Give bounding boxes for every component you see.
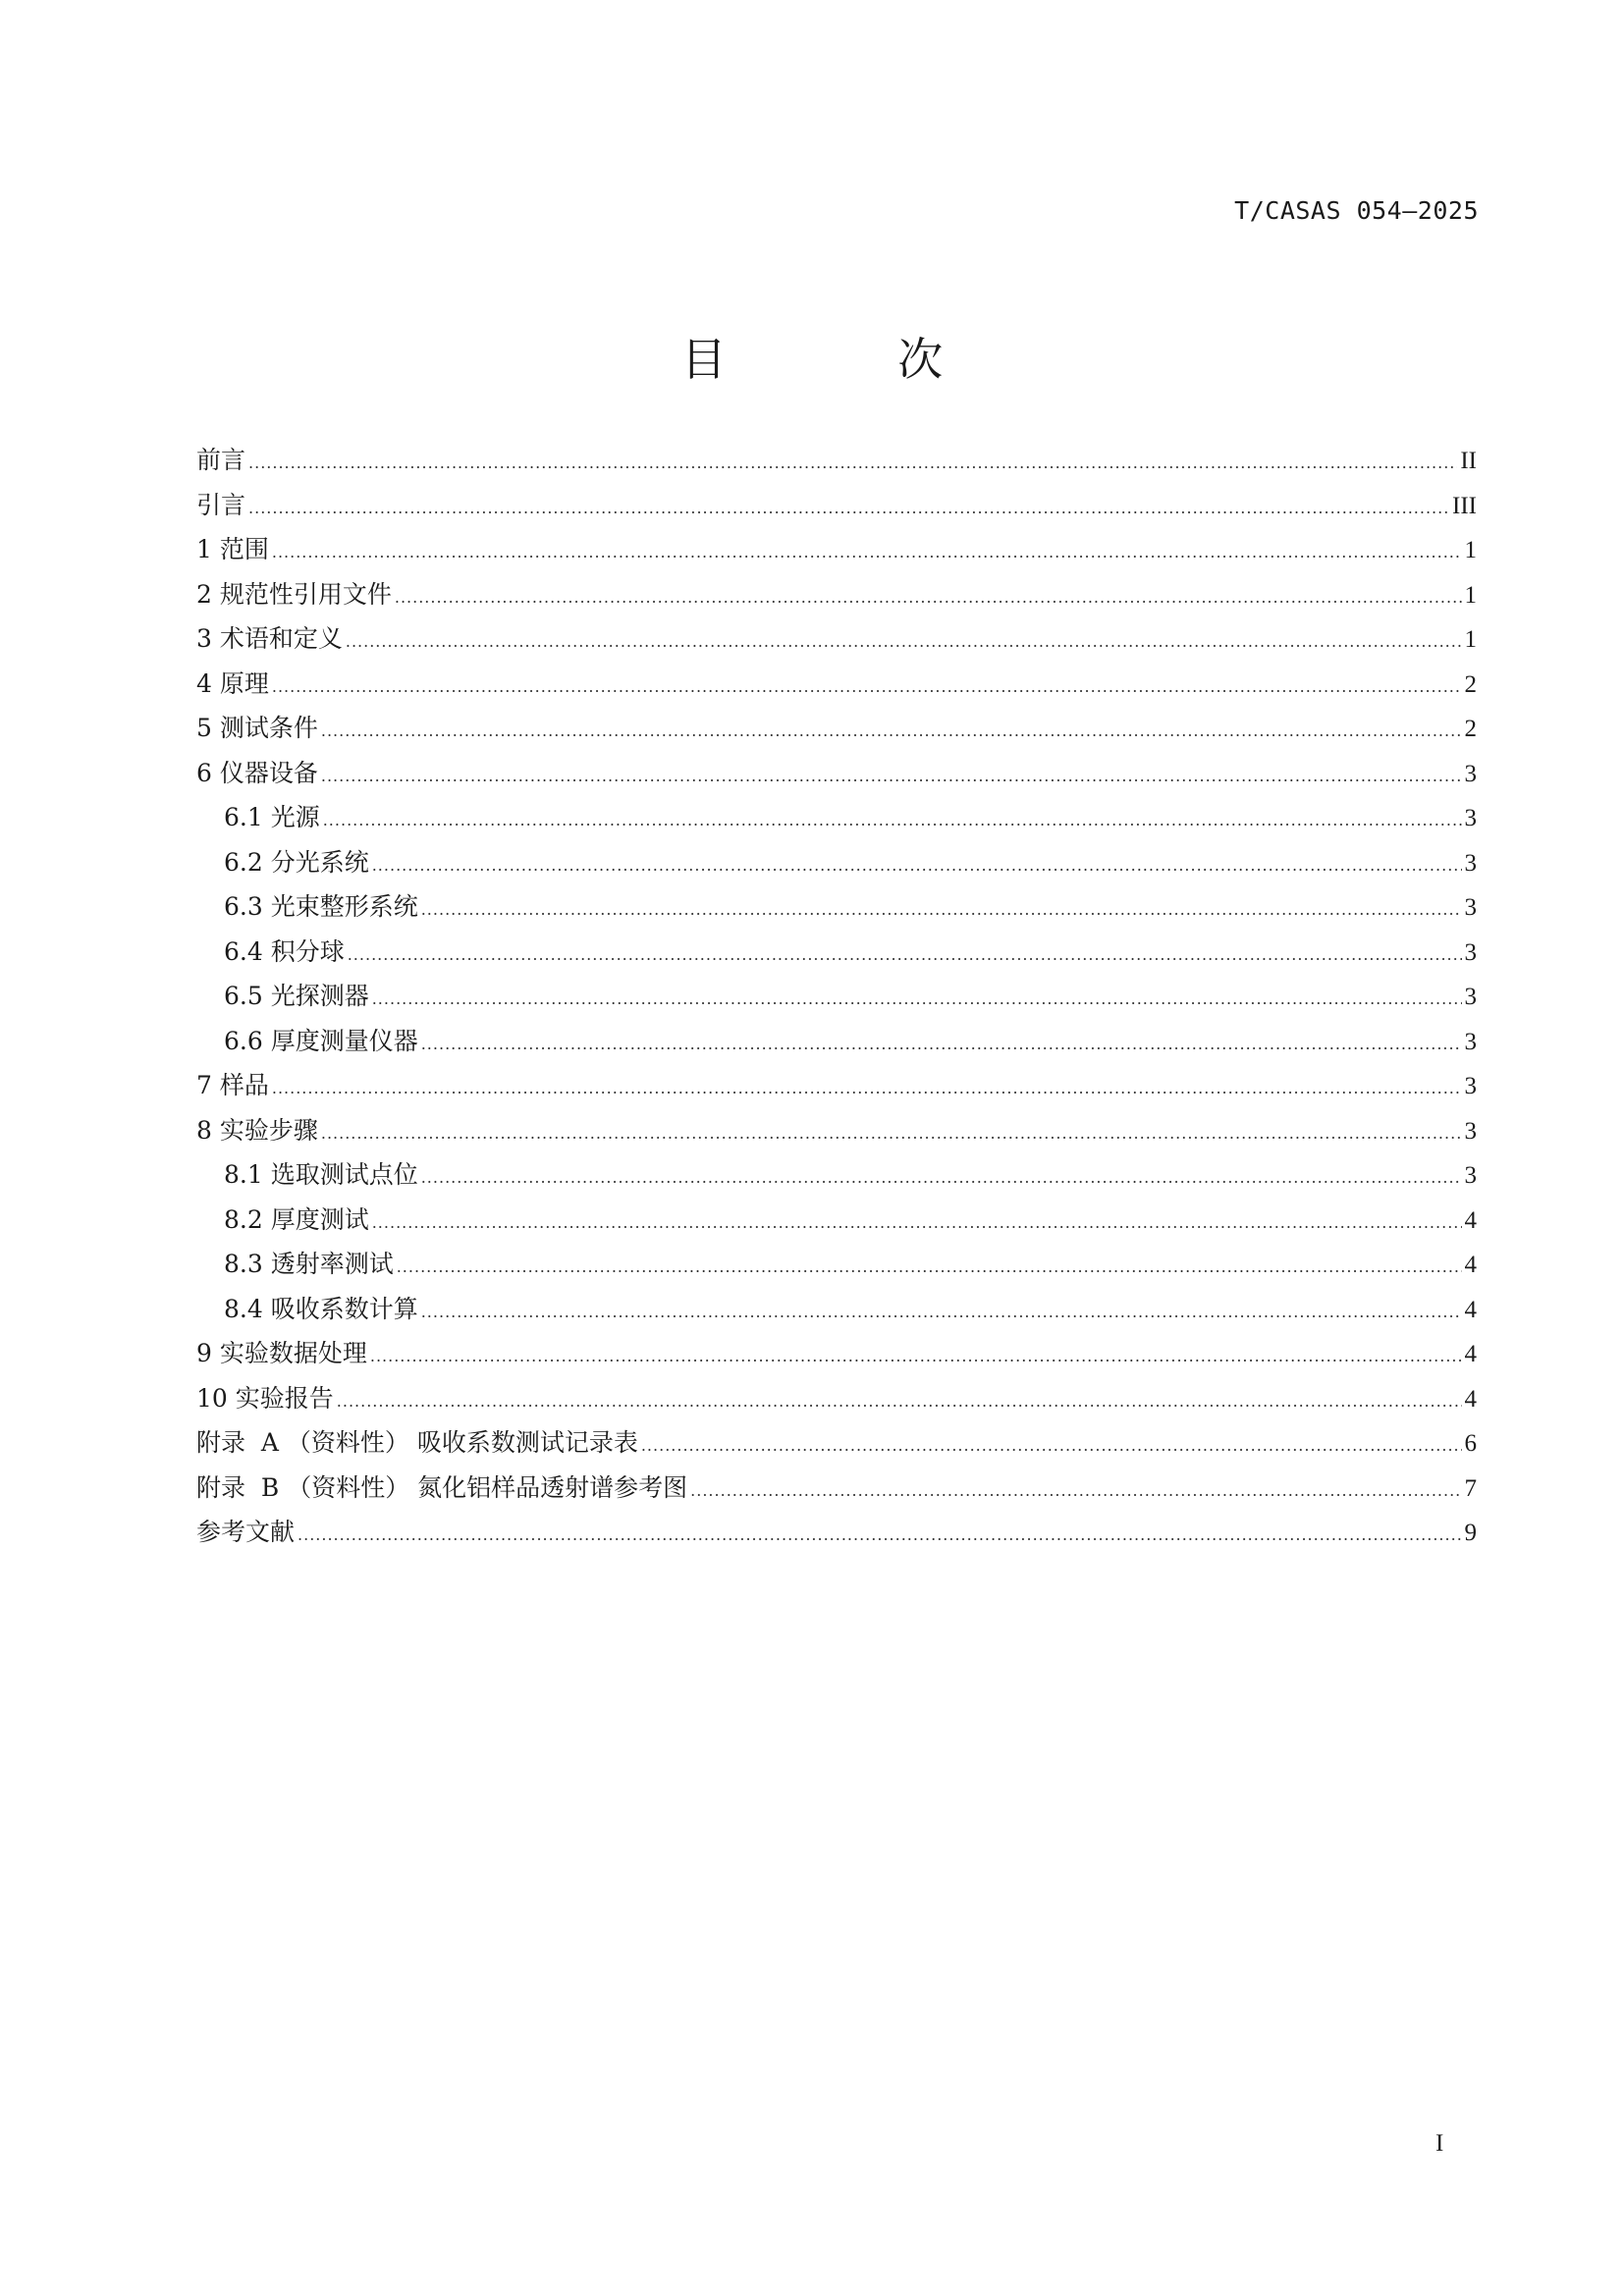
toc-entry-page: II	[1460, 448, 1477, 474]
toc-entry[interactable]	[196, 840, 1477, 885]
toc-entry[interactable]	[196, 527, 1477, 572]
toc-entry-label: 6.5 光探测器	[224, 982, 369, 1010]
toc-entry-page: 3	[1464, 805, 1477, 831]
toc-entry-label: 7 样品	[196, 1071, 269, 1099]
toc-entry[interactable]	[196, 974, 1477, 1019]
toc-dot-leader	[395, 575, 1462, 620]
toc-dot-leader	[421, 1155, 1462, 1201]
toc-entry-label: 8.4 吸收系数计算	[224, 1294, 418, 1323]
toc-dot-leader	[421, 1290, 1462, 1335]
toc-entry-page: 3	[1464, 938, 1477, 966]
toc-entry-label: 8.3 透射率测试	[224, 1250, 394, 1278]
toc-entry-label: 6 仪器设备	[196, 758, 318, 787]
toc-entry[interactable]	[196, 751, 1477, 796]
toc-entry-page: 3	[1464, 1117, 1477, 1145]
toc-dot-leader	[372, 843, 1462, 888]
toc-entry[interactable]	[196, 1376, 1477, 1421]
standard-code: T/CASAS 054—2025	[1234, 196, 1479, 225]
toc-entry-label: 8.2 厚度测试	[224, 1204, 369, 1234]
toc-entry[interactable]	[196, 1063, 1477, 1108]
toc-entry[interactable]	[196, 662, 1477, 707]
toc-entry[interactable]	[196, 1108, 1477, 1153]
toc-entry-page: 3	[1464, 984, 1477, 1010]
toc-dot-leader	[272, 1066, 1462, 1111]
toc-entry[interactable]	[196, 1510, 1477, 1555]
table-of-contents	[196, 438, 1477, 1555]
toc-entry-label: 3 术语和定义	[196, 624, 343, 653]
toc-entry-page: 9	[1464, 1520, 1477, 1546]
toc-entry-label: 5 测试条件	[196, 714, 318, 742]
page-number: I	[1435, 2130, 1444, 2157]
toc-entry-page: 4	[1464, 1252, 1477, 1278]
toc-dot-leader	[323, 798, 1462, 843]
toc-entry[interactable]	[196, 572, 1477, 617]
toc-entry-label: 10 实验报告	[196, 1383, 334, 1413]
toc-dot-leader	[321, 1111, 1462, 1156]
toc-entry[interactable]	[196, 438, 1477, 483]
toc-entry-page: 3	[1464, 1073, 1477, 1099]
toc-dot-leader	[337, 1379, 1462, 1424]
toc-dot-leader	[321, 754, 1462, 799]
toc-entry-label: 1 范围	[196, 535, 269, 563]
toc-entry[interactable]	[196, 1287, 1477, 1332]
toc-entry-label: 9 实验数据处理	[196, 1339, 367, 1367]
toc-dot-leader	[346, 619, 1462, 665]
toc-entry-label: 6.4 积分球	[224, 936, 345, 966]
toc-dot-leader	[298, 1513, 1461, 1558]
toc-entry[interactable]	[196, 616, 1477, 662]
toc-entry[interactable]	[196, 1331, 1477, 1376]
toc-entry-label: 6.3 光束整形系统	[224, 892, 418, 921]
toc-dot-leader	[421, 1022, 1462, 1067]
toc-dot-leader	[690, 1468, 1461, 1514]
toc-entry[interactable]	[196, 1242, 1477, 1287]
toc-dot-leader	[348, 933, 1462, 978]
toc-dot-leader	[641, 1423, 1462, 1468]
toc-dot-leader	[272, 665, 1462, 710]
toc-dot-leader	[372, 977, 1462, 1022]
toc-entry-label: 6.6 厚度测量仪器	[224, 1026, 418, 1055]
toc-entry-page: 4	[1464, 1206, 1477, 1234]
toc-entry[interactable]	[196, 1198, 1477, 1243]
toc-entry-page: 3	[1464, 1162, 1477, 1189]
toc-entry-label: 附录 A （资料性） 吸收系数测试记录表	[196, 1428, 638, 1457]
toc-entry-page: 3	[1464, 1028, 1477, 1055]
toc-entry[interactable]	[196, 930, 1477, 975]
toc-entry-page: 3	[1464, 760, 1477, 787]
toc-entry-page: 7	[1464, 1474, 1477, 1502]
toc-dot-leader	[272, 530, 1462, 575]
toc-entry-label: 2 规范性引用文件	[196, 579, 392, 609]
toc-entry[interactable]	[196, 884, 1477, 930]
page-title: 目 次	[680, 333, 1022, 386]
toc-dot-leader	[248, 486, 1449, 531]
toc-entry-label: 8 实验步骤	[196, 1115, 318, 1145]
toc-entry-label: 参考文献	[196, 1518, 296, 1546]
toc-entry-page: 1	[1464, 537, 1477, 563]
toc-entry-label: 4 原理	[196, 668, 269, 698]
toc-entry[interactable]	[196, 1420, 1477, 1466]
toc-dot-leader	[421, 887, 1462, 933]
toc-entry[interactable]	[196, 483, 1477, 528]
toc-entry-label: 8.1 选取测试点位	[224, 1160, 418, 1189]
toc-entry-page: 4	[1464, 1341, 1477, 1367]
toc-entry-page: 1	[1464, 626, 1477, 653]
toc-entry-page: 1	[1464, 581, 1477, 609]
toc-dot-leader	[321, 709, 1462, 754]
toc-entry[interactable]	[196, 795, 1477, 840]
toc-entry-label: 6.2 分光系统	[224, 847, 369, 877]
toc-entry[interactable]	[196, 1466, 1477, 1511]
toc-entry-page: 3	[1464, 894, 1477, 921]
toc-entry-page: 4	[1464, 1296, 1477, 1323]
toc-dot-leader	[372, 1201, 1462, 1246]
toc-entry[interactable]	[196, 1152, 1477, 1198]
toc-entry-page: 6	[1464, 1430, 1477, 1457]
toc-dot-leader	[397, 1245, 1462, 1290]
toc-entry-label: 附录 B （资料性） 氮化铝样品透射谱参考图	[196, 1472, 688, 1502]
toc-entry-page: III	[1452, 492, 1477, 519]
toc-entry-label: 前言	[196, 446, 246, 474]
toc-dot-leader	[248, 441, 1457, 486]
toc-entry-label: 引言	[196, 490, 246, 519]
toc-dot-leader	[370, 1334, 1462, 1379]
toc-entry[interactable]	[196, 706, 1477, 751]
toc-entry[interactable]	[196, 1019, 1477, 1064]
toc-entry-page: 3	[1464, 849, 1477, 877]
toc-entry-page: 2	[1464, 716, 1477, 742]
toc-entry-page: 4	[1464, 1385, 1477, 1413]
toc-entry-label: 6.1 光源	[224, 803, 320, 831]
toc-entry-page: 2	[1464, 670, 1477, 698]
